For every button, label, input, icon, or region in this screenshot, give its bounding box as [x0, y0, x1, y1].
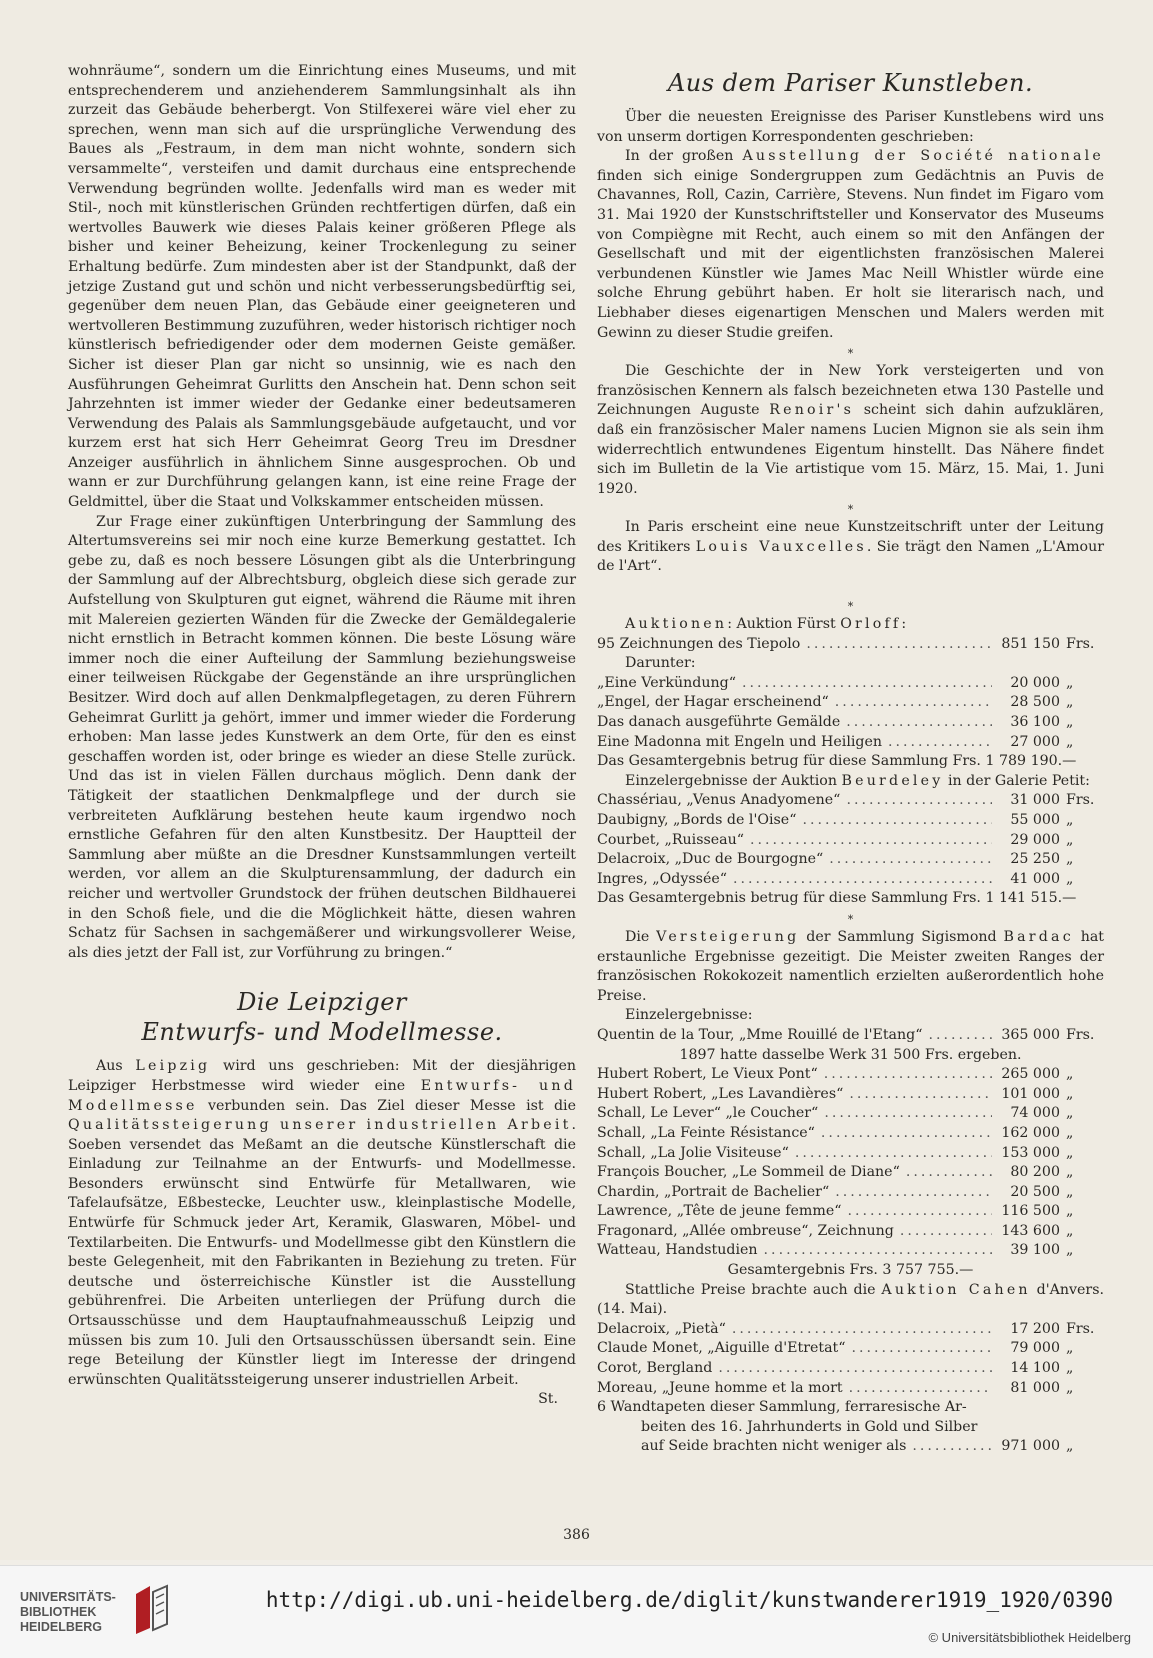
- entry-value: 39 100: [1010, 1242, 1060, 1259]
- entry-label: Chardin, „Portrait de Bachelier“: [597, 1183, 830, 1200]
- entry-label: Claude Monet, „Aiguille d'Etretat“: [597, 1340, 846, 1357]
- wandtapeten-line-1: 6 Wandtapeten dieser Sammlung, ferraresische Ar-: [597, 1399, 967, 1416]
- price-entry: [597, 1183, 1104, 1203]
- leader-dots: [849, 1379, 992, 1399]
- spaced-text-beurdeley: Beurdeley: [841, 772, 944, 789]
- price-entry-quentin: [597, 1026, 1104, 1046]
- leader-dots: [888, 733, 992, 753]
- price-entry: [597, 870, 1104, 890]
- entry-value: 81 000: [1010, 1379, 1060, 1396]
- paris-heading: Aus dem Pariser Kunstleben.: [667, 69, 1034, 97]
- bardac-paragraph: [597, 928, 1104, 1006]
- text-run: Stattliche Preise brachte auch die: [625, 1281, 882, 1298]
- signature: St.: [538, 1391, 558, 1408]
- leader-dots: [900, 1222, 992, 1242]
- entry-value: 20 000: [1010, 674, 1060, 691]
- leipzig-heading-line1: Die Leipziger: [237, 988, 407, 1017]
- entry-value: 20 500: [1010, 1183, 1060, 1200]
- text-run: Die Geschichte der in New York versteigerten und von französischen Kennern als falsch bezeichneten etwa 130 Pastelle und Zeichnungen Auguste: [597, 363, 1104, 419]
- left-paragraph-1: wohnräume“, sondern um die Einrichtung eines Museums, und mit entsprechenderem und anziehenderem Sammlungsinhalt als ihn zurzeit das Gebäude beherbergt. Von Stilfexerei wäre viel eher zu sprechen, wenn man sich auf die ursprüngliche Verwendung des Baues als „Festraum, in dem man nicht wohnte, sondern sich versammelte“, versteifen und damit durchaus eine entsprechende Verwendung begründen wollte. Jedenfalls wird man es weder mit Stil-, noch mit künstlerischen Gründen rechtfertigen dürfen, daß ein wertvolles Bauwerk wie dieses Palais keiner größeren Pflege als bisher und keiner Beheizung, keiner Trockenlegung zu seiner Erhaltung bedürfe. Zum mindesten aber ist der Standpunkt, daß der jetzige Zustand gut und schön und nicht verbesserungsbedürftig sei, gegenüber dem neuen Plan, das Gebäude einer geeigneteren und wertvolleren Bestimmung zuzuführen, weder historisch richtiger noch künstlerisch befriedigender oder dem modernen Geiste gemäßer. Sicher ist dieser Plan gar nicht so unsinnig, wie es nach den Ausführungen Geheimrat Gurlitts den Anschein hat. Denn schon seit Jahrzehnten ist immer wieder der Gedanke einer bedeutsameren Verwendung des Palais als Sammlungsgebäude aufgetaucht, und vor kurzem erst hat sich Herr Geheimrat Georg Treu im Dresdner Anzeiger ausführlich in ähnlichem Sinne ausgesprochen. Ob und wann er zur Durchführung gelangen kann, ist eine reine Frage der Geldmittel, über die Staat und Volkskammer entscheiden müssen.: [68, 63, 576, 511]
- price-entry: [597, 1104, 1104, 1124]
- auktionen-heading: [597, 615, 1104, 635]
- entry-value: 79 000: [1010, 1340, 1060, 1357]
- vertical-gap: [597, 577, 1104, 596]
- entry-unit: „: [1066, 1203, 1074, 1220]
- bardac-total: Gesamtergebnis Frs. 3 757 755.—: [727, 1262, 974, 1279]
- entry-unit: „: [1066, 1066, 1074, 1083]
- entry-label: Hubert Robert, Le Vieux Pont“: [597, 1066, 818, 1083]
- cahen-price-list: [597, 1320, 1104, 1398]
- cahen-paragraph: [597, 1281, 1104, 1320]
- entry-value: 153 000: [1001, 1144, 1060, 1161]
- logo-line-2: BIBLIOTHEK: [20, 1605, 97, 1619]
- entry-value: 31 000: [1010, 792, 1060, 809]
- right-paragraph-2: [597, 147, 1104, 343]
- text-run: Einzelergebnisse der Auktion: [625, 772, 842, 789]
- entry-unit: „: [1066, 714, 1074, 731]
- entry-label: 95 Zeichnungen des Tiepolo: [597, 635, 801, 652]
- price-entry: [597, 713, 1104, 733]
- orloff-price-list: [597, 674, 1104, 752]
- entry-label: Schall, „La Jolie Visiteuse“: [597, 1144, 789, 1161]
- price-entry: [597, 674, 1104, 694]
- entry-unit: „: [1066, 812, 1074, 828]
- text-run: finden sich einige Sondergruppen zum Gedächtnis an Puvis de Chavannes, Roll, Cazin, Carrière, Stevens. Nun findet im Figaro vom 31. Mai 1920 der Kunstschriftsteller und Konservator des Museums von Compiègne mit Recht, auch einem so mit den Anfängen der Gesellschaft und mit der eigentlichsten französischen Malerei verbundenen Künstler wie James Mac Neill Whistler würde eine solche Ehrung gebührt haben. Er holt sie literarisch nach, und Liebhaber dieses eigenartigen Menschen und Malers werden mit Gewinn zu dieser Studie greifen.: [597, 167, 1104, 341]
- entry-value: 14 100: [1010, 1360, 1060, 1377]
- quentin-note: 1897 hatte dasselbe Werk 31 500 Frs. ergeben.: [679, 1046, 1022, 1063]
- spaced-text-leipzig: Leipzig: [135, 1058, 211, 1075]
- copyright-notice: © Universitätsbibliothek Heidelberg: [928, 1630, 1131, 1645]
- separator-star: *: [847, 347, 854, 361]
- entry-label: Schall, „La Feinte Résistance“: [597, 1124, 815, 1141]
- entry-label: „Eine Verkündung“: [597, 674, 736, 691]
- entry-label: Hubert Robert, „Les Lavandières“: [597, 1085, 844, 1102]
- logo-line-3: HEIDELBERG: [20, 1620, 102, 1634]
- entry-value: 27 000: [1010, 733, 1060, 750]
- entry-unit: „: [1066, 674, 1074, 691]
- entry-value: 80 200: [1010, 1164, 1060, 1181]
- text-run: verbunden sein. Das Ziel dieser Messe ist die: [197, 1097, 576, 1114]
- leader-dots: [718, 1359, 992, 1379]
- entry-unit: „: [1066, 1242, 1074, 1259]
- entry-unit: Frs.: [1066, 792, 1095, 809]
- text-run: in der Galerie Petit:: [943, 772, 1090, 789]
- logo-text: [20, 1590, 116, 1635]
- leader-dots: [846, 791, 992, 811]
- entry-label: Schall, Le Lever“ „le Coucher“: [597, 1105, 819, 1122]
- price-entry: [597, 1163, 1104, 1183]
- leipzig-heading-line2: Entwurfs- und Modellmesse.: [141, 1018, 503, 1047]
- entry-value: 28 500: [1010, 694, 1060, 711]
- entry-unit: Frs.: [1066, 635, 1095, 652]
- price-entry: [597, 1222, 1104, 1242]
- right-paragraph-4: [597, 518, 1104, 577]
- logo-line-1: UNIVERSITÄTS-: [20, 1590, 116, 1604]
- spaced-text-renoir: Renoir's: [769, 402, 855, 419]
- entry-value: 365 000: [1001, 1026, 1060, 1043]
- entry-value: 17 200: [1010, 1320, 1060, 1337]
- entry-label: Fragonard, „Allée ombreuse“, Zeichnung: [597, 1222, 894, 1239]
- price-entry: [597, 1241, 1104, 1261]
- text-run: hat erstaunliche Ergebnisse gezeitigt. Die Meister zweiten Ranges der französischen Rokokozeit namentlich erzielten außerordentlich hohe Preise.: [597, 928, 1104, 1004]
- entry-unit: „: [1066, 694, 1074, 711]
- entry-value: 116 500: [1001, 1203, 1060, 1220]
- entry-unit: „: [1066, 1222, 1074, 1239]
- library-logo[interactable]: [20, 1580, 170, 1644]
- entry-value: 143 600: [1001, 1222, 1060, 1239]
- orloff-total: Das Gesamtergebnis betrug für diese Sammlung Frs. 1 789 190.—: [597, 753, 1077, 770]
- price-entry: [597, 1320, 1104, 1340]
- entry-label: Delacroix, „Duc de Bourgogne“: [597, 851, 824, 868]
- price-entry: [597, 1379, 1104, 1399]
- entry-value: 162 000: [1001, 1124, 1060, 1141]
- spaced-text-auktionen: Auktionen: [625, 616, 728, 633]
- entry-unit: „: [1066, 1379, 1074, 1396]
- entry-unit: „: [1066, 831, 1074, 848]
- text-run: . Sie trägt den Namen „L'Amour de l'Art“.: [597, 538, 1104, 575]
- document-url-link[interactable]: http://digi.ub.uni-heidelberg.de/diglit/kunstwanderer1919_1920/0390: [265, 1588, 1113, 1612]
- bardac-price-list: [597, 1065, 1104, 1261]
- text-run: : Auktion Fürst: [727, 616, 841, 633]
- leader-dots: [750, 831, 992, 851]
- entry-value: 36 100: [1010, 714, 1060, 731]
- leader-dots: [795, 1144, 992, 1164]
- price-entry: [597, 850, 1104, 870]
- price-entry: [597, 1359, 1104, 1379]
- page-number: 386: [563, 1527, 590, 1543]
- darunter-label: Darunter:: [625, 655, 696, 672]
- price-entry: [597, 693, 1104, 713]
- price-entry: [597, 1085, 1104, 1105]
- entry-value: 25 250: [1010, 851, 1060, 868]
- entry-label: Courbet, „Ruisseau“: [597, 831, 745, 848]
- text-run: Die: [625, 928, 657, 945]
- entry-unit: „: [1066, 851, 1074, 868]
- text-run: der Sammlung Sigismond: [799, 928, 1004, 945]
- entry-label: Delacroix, „Pietà“: [597, 1320, 726, 1337]
- price-entry: [597, 1144, 1104, 1164]
- spaced-text-cahen: Auktion Cahen: [881, 1281, 1031, 1298]
- beurdeley-price-list: [597, 791, 1104, 889]
- entry-unit: „: [1066, 733, 1074, 750]
- entry-value: 41 000: [1010, 870, 1060, 887]
- entry-unit: „: [1066, 1360, 1074, 1377]
- entry-value: 74 000: [1010, 1105, 1060, 1122]
- entry-label: Lawrence, „Tête de jeune femme“: [597, 1203, 842, 1220]
- leader-dots: [821, 1124, 992, 1144]
- entry-unit: „: [1066, 1164, 1074, 1181]
- entry-unit: „: [1066, 1183, 1074, 1200]
- entry-value: 55 000: [1010, 812, 1060, 828]
- price-entry: [597, 1124, 1104, 1144]
- text-run: . Soeben versendet das Meßamt an die deutsche Künstlerschaft die Einladung zur Teilnahme an der Entwurfs- und Modellmesse. Besonders erwünscht sind Entwürfe für Metallwaren, wie Tafelaufsätze, Eßbestecke, Leuchter usw., kleinplastische Modelle, Entwürfe für Schmuck jeder Art, Keramik, Glaswaren, Möbel- und Textilarbeiten. Die Entwurfs- und Modellmesse gibt den Künstlern die beste Gelegenheit, mit den Fabrikanten in Beziehung zu treten. Für deutsche und österreichische Künstler ist die Ausstellung gebührenfrei. Die Arbeiten unterliegen der Prüfung durch die Ortsausschüsse und dem Hauptaufnahmeausschuß Leipzig und müssen bis zum 10. Juli den Ortsausschüssen übersandt sein. Eine rege Beteilung der Künstler liegt im Interesse der dringend erwünschten Qualitätssteigerung unserer industriellen Arbeit.: [68, 1117, 576, 1388]
- spaced-text-orloff: Orloff: [840, 616, 902, 633]
- price-entry: [597, 733, 1104, 753]
- price-entry: [597, 1202, 1104, 1222]
- leader-dots: [802, 811, 992, 831]
- entry-value: 29 000: [1010, 831, 1060, 848]
- entry-value: 851 150: [1001, 635, 1060, 652]
- leader-dots: [824, 1065, 992, 1085]
- text-run: In Paris erscheint eine neue Kunstzeitschrift unter der Leitung des Kritikers: [597, 519, 1104, 555]
- price-entry: [597, 1065, 1104, 1085]
- beurdeley-heading: [597, 772, 1104, 792]
- library-emblem-icon: [132, 1584, 174, 1636]
- spaced-text-versteigerung: Versteigerung: [656, 928, 800, 945]
- leader-dots: [846, 713, 992, 733]
- text-run: Aus: [96, 1058, 136, 1075]
- leipzig-heading: [68, 987, 576, 1047]
- separator-star: *: [847, 912, 854, 926]
- leader-dots: [852, 1339, 992, 1359]
- text-run: scheint sich dahin aufzuklären, daß ein französischer Maler namens Lucien Mignon sie als sein ihm widerrechtlich entwundenes Eigentum hinstellt. Das Nähere findet sich im Bulletin de la Vie artistique vom 15. März, 15. Mai, 1. Juni 1920.: [597, 402, 1104, 497]
- spaced-text-messe: Entwurfs- und Modellmesse: [68, 1077, 576, 1114]
- price-entry: [597, 811, 1104, 831]
- entry-unit: Frs.: [1066, 1320, 1095, 1337]
- right-paragraph-1: Über die neuesten Ereignisse des Pariser Kunstlebens wird uns von unserm dortigen Korrespondenten geschrieben:: [597, 109, 1104, 145]
- text-run: d'Anvers. (14. Mai).: [597, 1281, 1104, 1318]
- leader-dots: [835, 1183, 992, 1203]
- entry-unit: „: [1066, 1144, 1074, 1161]
- entry-label: Eine Madonna mit Engeln und Heiligen: [597, 733, 883, 750]
- price-entry-tiepolo: [597, 635, 1104, 655]
- leader-dots: [824, 1104, 992, 1124]
- entry-label: Moreau, „Jeune homme et la mort: [597, 1379, 843, 1396]
- leader-dots: [829, 850, 992, 870]
- spaced-text-bardac: Bardac: [1003, 928, 1074, 945]
- spaced-text-ausstellung: Ausstellung der Société nationale: [742, 148, 1104, 165]
- leader-dots: [764, 1241, 992, 1261]
- leader-dots: [733, 870, 992, 890]
- text-run: wird uns geschrieben: Mit der diesjährigen Leipziger Herbstmesse wird wieder eine: [68, 1058, 576, 1094]
- entry-unit: „: [1066, 870, 1074, 887]
- separator-star: *: [847, 503, 854, 517]
- spaced-text-vauxcelles: Louis Vauxcelles: [695, 538, 867, 555]
- leader-dots: [742, 674, 992, 694]
- entry-unit: Frs.: [1066, 1026, 1095, 1043]
- spaced-text-qualitaet: Qualitätssteigerung unserer industriellen Arbeit: [68, 1117, 572, 1134]
- leader-dots: [732, 1320, 992, 1340]
- entry-label: Watteau, Handstudien: [597, 1242, 758, 1259]
- left-paragraph-3: [68, 1057, 576, 1390]
- wandtapeten-line-2: beiten des 16. Jahrhunderts in Gold und Silber: [641, 1418, 978, 1435]
- einzelergebnisse-label: Einzelergebnisse:: [625, 1007, 753, 1024]
- left-paragraph-2: Zur Frage einer zukünftigen Unterbringung der Sammlung des Altertumsvereins sei mir noch eine kurze Bemerkung gestattet. Ich gebe zu, daß es noch bessere Lösungen gibt als die Unterbringung der Sammlung auf der Albrechtsburg, obgleich diese sich gerade zur Aufstellung von Skulpturen gut eignet, während die Räume mit ihren mit Malereien gezierten Wänden für die Zwecke der Gemäldegalerie nicht ernstlich in Betracht kommen können. Die beste Lösung wäre immer noch die einer Aufteilung der Sammlung beziehungsweise einer teilweisen Rückgabe der Gegenstände an ihre ursprünglichen Besitzer. Wird doch auf allen Denkmalpflegetagen, zu deren Führern Geheimrat Gurlitt ja gehört, immer und immer wieder die Forderung erhoben: Man lasse jedes Kunstwerk an dem Orte, für den es einst geschaffen worden ist, oder bringe es wieder an diese Stelle zurück. Und das ist in vielen Fällen durchaus möglich. Denn dank der Tätigkeit der staatlichen Denkmalpflege und der durch sie verbreiteten Aufklärung bestehen heute kaum irgendwo noch ernstliche Gefahren für den alten Kunstbesitz. Der Hauptteil der Sammlung aber müßte an die Dresdner Kunstsammlungen verteilt werden, vor allem an die Skulpturensammlung, der dadurch ein reicher und wertvoller Grundstock der frühen deutschen Bildhauerei in den Schoß fiele, und die die Möglichkeit hätte, diesen wahren Schatz für Sachsen in sachgemäßerer und wirkungsvollerer Weise, als dies jetzt der Fall ist, zur Vorführung zu bringen.“: [68, 513, 576, 961]
- entry-value: 971 000: [1001, 1438, 1060, 1455]
- leader-dots: [929, 1026, 993, 1046]
- entry-unit: „: [1066, 1340, 1074, 1357]
- beurdeley-total: Das Gesamtergebnis betrug für diese Sammlung Frs. 1 141 515.—: [597, 890, 1077, 907]
- leader-dots: [835, 693, 992, 713]
- entry-unit: „: [1066, 1124, 1074, 1141]
- text-run: :: [901, 616, 907, 633]
- entry-unit: „: [1066, 1105, 1074, 1122]
- entry-label: François Boucher, „Le Sommeil de Diane“: [597, 1164, 900, 1181]
- text-run: In der großen: [625, 148, 743, 165]
- entry-label: auf Seide brachten nicht weniger als: [641, 1438, 907, 1455]
- entry-unit: „: [1066, 1438, 1074, 1455]
- right-column: [597, 62, 1104, 1457]
- separator-star: *: [847, 600, 854, 614]
- right-paragraph-3: [597, 362, 1104, 499]
- entry-label: Daubigny, „Bords de l'Oise“: [597, 812, 797, 828]
- leader-dots: [906, 1163, 992, 1183]
- entry-label: Quentin de la Tour, „Mme Rouillé de l'Etang“: [597, 1026, 923, 1043]
- leader-dots: [848, 1202, 993, 1222]
- footer-bar: [0, 1565, 1153, 1658]
- entry-unit: „: [1066, 1085, 1074, 1102]
- price-entry: [597, 791, 1104, 811]
- leader-dots: [806, 635, 992, 655]
- entry-value: 265 000: [1001, 1066, 1060, 1083]
- leader-dots: [849, 1085, 992, 1105]
- entry-label: Das danach ausgeführte Gemälde: [597, 714, 841, 731]
- entry-label: Chassériau, „Venus Anadyomene“: [597, 792, 841, 809]
- left-column: [68, 62, 576, 1410]
- price-entry-wandtapeten: [597, 1437, 1104, 1457]
- entry-label: „Engel, der Hagar erscheinend“: [597, 694, 829, 711]
- price-entry: [597, 1339, 1104, 1359]
- leader-dots: [912, 1437, 992, 1457]
- entry-label: Ingres, „Odyssée“: [597, 870, 727, 887]
- price-entry: [597, 831, 1104, 851]
- entry-value: 101 000: [1001, 1085, 1060, 1102]
- entry-label: Corot, Bergland: [597, 1360, 713, 1377]
